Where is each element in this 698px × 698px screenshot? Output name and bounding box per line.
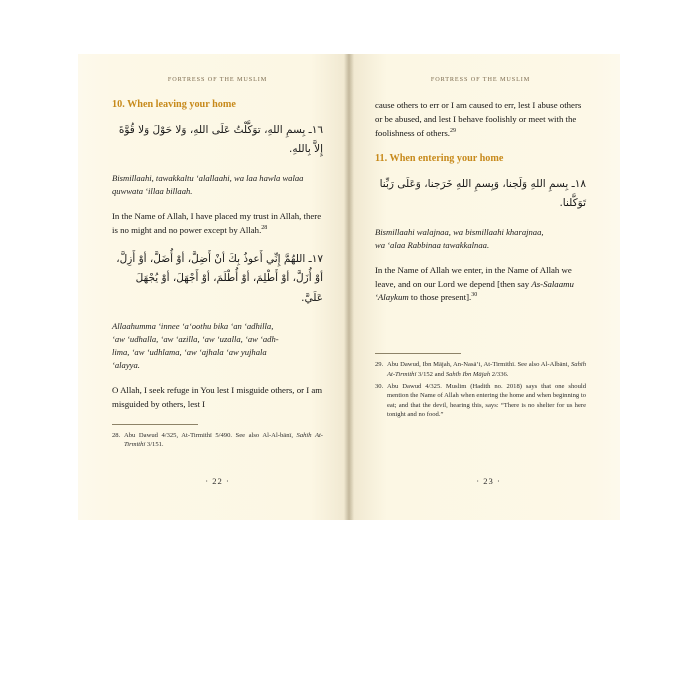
translation-18-pre: In the Name of Allah we enter, in the Name of Allah we leave, and on our Lord we depend [then say [375,264,572,289]
gutter-shadow-right [349,54,354,520]
transliteration-17-line3: lima, ‘aw ‘udhlama, ‘aw ‘ajhala ‘aw yujhala [112,347,267,358]
transliteration-18 [375,226,586,252]
footnote-30-body: Abu Dawud 4/325. Muslim (Hadith no. 2018) says that one should mention the Name of Allah when entering the home and when beginning to eat; and that the devil, hearing this, says: “There is no shelter for us here tonight and no food.” [387,383,586,419]
transliteration-18-line1: Bismillaahi walajnaa, wa bismillaahi kharajnaa, [375,226,544,237]
footnote-28-body [124,431,323,450]
running-head-left: FORTRESS OF THE MUSLIM [167,76,268,83]
footnote-ref-30: 30 [471,292,478,299]
translation-17: O Allah, I seek refuge in You lest I misguide others, or I am misguided by others, lest I [112,385,323,410]
section-heading-11: 11. When entering your home [375,152,504,164]
translation-17-continued-text: cause others to err or I am caused to err, lest I abuse others or be abused, and lest I behave foolishly or meet with the foolishness of others. [375,100,582,138]
footnote-ref-28: 28 [261,224,268,231]
footnotes-right [375,360,586,419]
footnote-29-italic-2: Sahīh Ibn Mājah [445,370,491,378]
book-page-right [349,54,620,520]
transliteration-18-line2: wa ‘alaa Rabbinaa tawakkalnaa. [375,239,490,250]
footnote-29-italic: Sahīh At-Tirmithī [387,361,586,378]
book-page-left [78,54,349,520]
translation-18 [375,264,586,306]
arabic-dua-16: ١٦ـ بِسمِ اللهِ، توَكَّلْتُ عَلَى اللهِ، وَلا حَوْلَ وَلا قُوَّةَ إِلاَّ بِاللهِ. [118,124,323,156]
transliteration-17-line1: Allaahumma ‘innee ‘a‘oothu bika ‘an ‘adhilla, [112,321,274,332]
section-heading-10: 10. When leaving your home [112,99,236,110]
footnote-28-text: Abu Dawud 4/325, At-Tirmithī 5/490. See also Al-Al-bānī, [124,432,297,440]
right-page-content [375,76,586,502]
translation-18-italic: As-Salaamu ‘Alaykum [375,278,574,303]
footnote-29-number: 29. [375,361,384,369]
translation-17-continued [375,99,586,141]
page-number-left: · 22 · [205,476,230,486]
book-spread [78,54,620,520]
footnotes-left [112,431,323,450]
footnote-29 [375,360,586,379]
translation-18-post: to those present]. [408,292,472,303]
translation-16-text: In the Name of Allah, I have placed my trust in Allah, there is no might and no power except by Allah. [112,210,322,235]
footnote-30 [375,382,586,419]
footnote-ref-29: 29 [450,127,457,134]
footnote-29-text-after-2: 2/336. [490,370,509,378]
page-number-right: · 23 · [476,476,501,486]
running-head-right: FORTRESS OF THE MUSLIM [430,76,531,83]
transliteration-17 [112,320,323,372]
arabic-dua-18: ١٨ـ بِسمِ اللهِ وَلَجنا، وَبِسمِ اللهِ خَرَجنا، وَعَلَى رَبِّنا تَوَكَّلنا. [379,177,586,210]
footnote-28-italic: Sahīh At-Tirmithī [124,432,324,449]
footnote-divider-left [112,424,198,425]
transliteration-17-line4: ‘alayya. [112,360,140,371]
transliteration-16: Bismillaahi, tawakkaltu ‘alallaahi, wa laa hawla walaa quwwata ‘illaa billaah. [112,172,304,196]
footnote-28-text-after: 3/151. [145,441,164,449]
footnote-29-text-after: 3/152 and [416,370,446,378]
footnote-28-number: 28. [112,432,121,440]
footnote-28 [112,431,323,450]
arabic-dua-17: ١٧ـ اللهُمَّ إِنِّي أَعوذُ بِكَ أنْ أَضِلَّ، أوْ أُضَلَّ، أوْ أَزِلَّ، أوْ أُزَلَّ، أوْ أَطْلِمَ، أوْ أُطْلَمَ، أوْ أَجْهَلَ، أوْ يُجْهَلَ عَلَيَّ. [116,252,323,304]
footnote-30-number: 30. [375,383,384,391]
footnote-divider-right [375,353,461,354]
left-page-content [112,76,323,502]
translation-16 [112,210,323,238]
transliteration-17-line2: ‘aw ‘udhalla, ‘aw ‘azilla, ‘aw ‘uzalla, ‘aw ‘adh- [112,334,279,345]
footnote-29-text: Abu Dawud, Ibn Mājah, An-Nasā’i, At-Tirmithī. See also Al-Albāni, [387,361,571,369]
footnote-29-body [387,360,586,379]
